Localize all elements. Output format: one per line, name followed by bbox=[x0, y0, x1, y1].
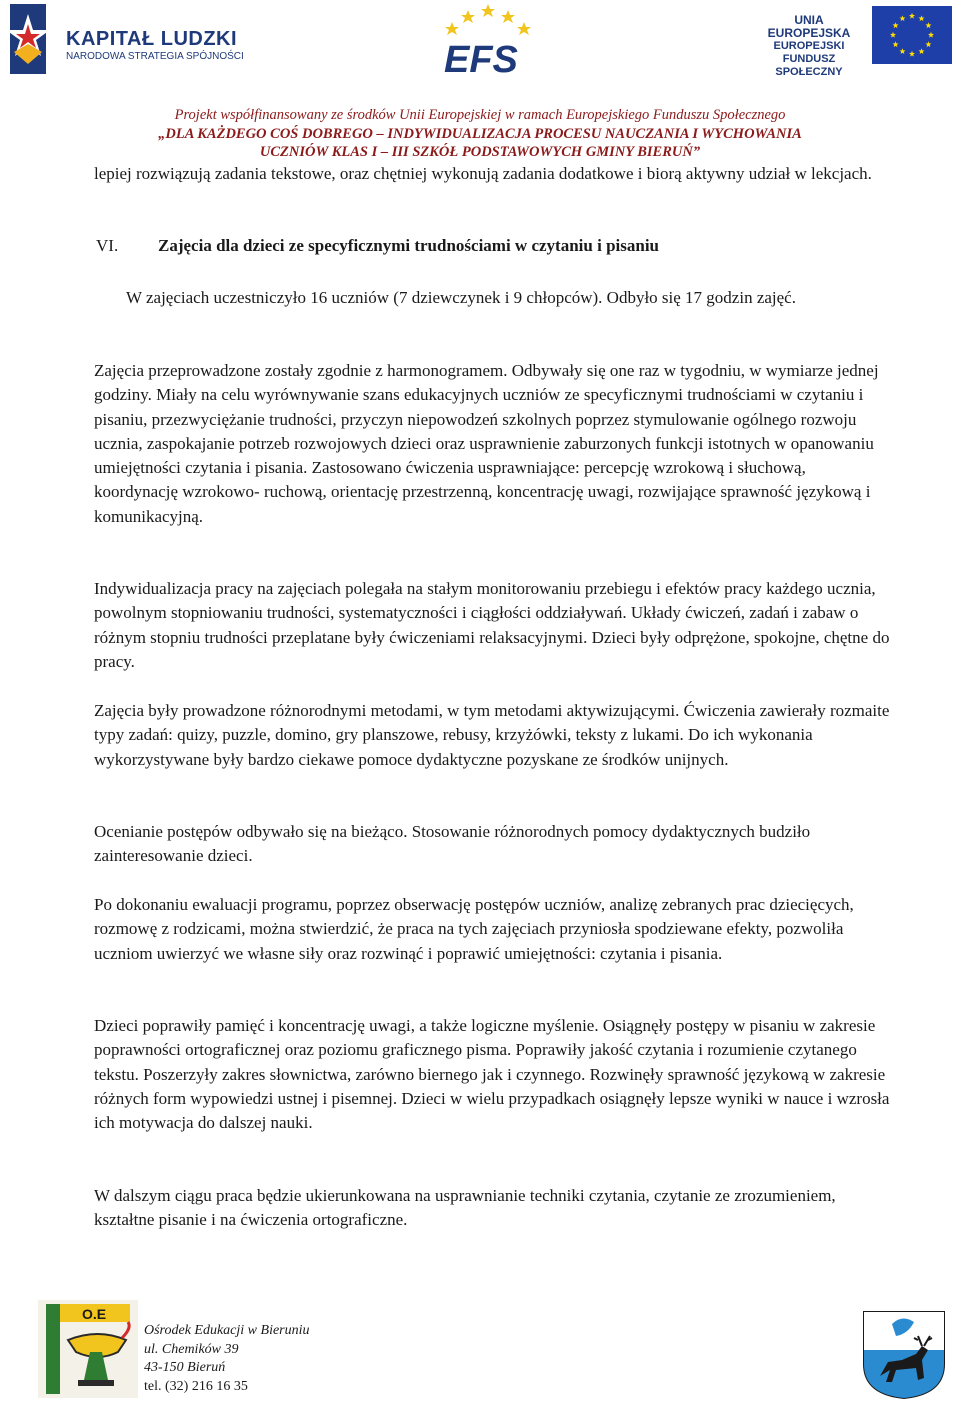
kapital-ludzki-title: KAPITAŁ LUDZKI bbox=[66, 28, 238, 50]
footer-street: ul. Chemików 39 bbox=[144, 1341, 239, 1357]
eu-flag-icon bbox=[872, 6, 952, 64]
paragraph-schedule-goals: Zajęcia przeprowadzone zostały zgodnie z harmonogramem. Odbywały się one raz w tygodniu, w wymiarze jednej godziny. Miały na celu wyrównywanie szans edukacyjnych uczniów ze specyficznymi trudnościami w czytaniu i pisaniu, przezwyciężanie trudności, przyczyn niepowodzeń szkolnych poprzez stymulowanie ogólnego rozwoju ucznia, zaspokajanie potrzeb rozwojowych dzieci oraz usprawnienie zaburzonych funkcji istotnych w opanowaniu umiejętności czytania i pisania. Zastosowano ćwiczenia usprawniające: percepcję wzrokową i słuchową, koordynację wzrokowo- ruchową, orientację przestrzenną, koncentrację uwagi, rozwijające sprawność językową i komunikacyjną. bbox=[94, 361, 879, 526]
paragraph-participants: W zajęciach uczestniczyło 16 uczniów (7 dziewczynek i 9 chłopców). Odbyło się 17 godzin zajęć. bbox=[126, 288, 796, 307]
paragraph-individualization: Indywidualizacja pracy na zajęciach polegała na stałym monitorowaniu przebiegu i efektów pracy każdego ucznia, powolnym stopniowaniu trudności, systematyczności i ciągłości oddziaływań. Układy ćwiczeń, zadań i zabaw o różnym stopniu trudności przeplatane były ćwiczeniami relaksacyjnymi. Dzieci były odprężone, spokojne, chętne do pracy. bbox=[94, 579, 890, 671]
eu-logo bbox=[754, 6, 954, 78]
oe-logo-label: O.E bbox=[81, 1306, 107, 1322]
project-header-line-1: Projekt współfinansowany ze środków Unii Europejskiej w ramach Europejskiego Funduszu Społecznego bbox=[174, 107, 786, 123]
project-header-line-2: „DLA KAŻDEGO COŚ DOBREGO – INDYWIDUALIZACJA PROCESU NAUCZANIA I WYCHOWANIA bbox=[158, 126, 802, 142]
efs-stars-icon bbox=[445, 4, 531, 35]
lamp-of-knowledge-icon bbox=[38, 1300, 138, 1398]
paragraph-next-steps: W dalszym ciągu praca będzie ukierunkowana na usprawnianie techniki czytania, czytanie ze zrozumieniem, kształtne pisanie i na ćwiczenia ortograficzne. bbox=[94, 1186, 836, 1230]
footer-institution-name: Ośrodek Edukacji w Bieruniu bbox=[144, 1323, 310, 1338]
footer-postal-code: 43-150 Bieruń bbox=[144, 1360, 226, 1376]
project-header-line-3: UCZNIÓW KLAS I – III SZKÓŁ PODSTAWOWYCH GMINY BIERUŃ” bbox=[259, 144, 701, 160]
paragraph-assessment: Ocenianie postępów odbywało się na bieżąco. Stosowanie różnorodnych pomocy dydaktycznych budziło zainteresowanie dzieci. bbox=[94, 822, 811, 866]
bierun-coat-of-arms bbox=[862, 1310, 946, 1400]
paragraph-methods: Zajęcia były prowadzone różnorodnymi metodami, w tym metodami aktywizującymi. Ćwiczenia zawierały rozmaite typy zadań: quizy, puzzle, domino, gry planszowe, rebusy, krzyżówki, teksty z lukami. Do ich wykonania wykorzystywane były bardzo ciekawe pomoce dydaktyczne pozyskane ze środków unijnych. bbox=[94, 701, 890, 769]
eu-title: UNIA EUROPEJSKA bbox=[767, 13, 851, 40]
eu-subtitle-2: FUNDUSZ SPOŁECZNY bbox=[775, 53, 843, 78]
section-heading bbox=[96, 236, 659, 256]
paragraph-evaluation: Po dokonaniu ewaluacji programu, poprzez obserwację postępów uczniów, analizę zebranych prac dziecięcych, rozmowę z rodzicami, można stwierdzić, że praca na tych zajęciach przyniosła spodziewane efekty, pozwoliła uczniom uwierzyć we własne siły oraz rozwinąć i poprawić umiejętności: czytania i pisania. bbox=[94, 895, 854, 963]
kapital-ludzki-star-icon bbox=[6, 4, 62, 74]
footer-address bbox=[144, 1322, 310, 1396]
osrodek-edukacji-logo bbox=[38, 1300, 138, 1398]
section-title: Zajęcia dla dzieci ze specyficznymi trudnościami w czytaniu i pisaniu bbox=[158, 236, 659, 255]
efs-text: EFS bbox=[444, 39, 518, 76]
paragraph-intro-continuation: lepiej rozwiązują zadania tekstowe, oraz chętniej wykonują zadania dodatkowe i biorą aktywny udział w lekcjach. bbox=[94, 164, 872, 183]
eu-subtitle-1: EUROPEJSKI bbox=[773, 40, 845, 52]
kapital-ludzki-logo bbox=[6, 4, 244, 74]
footer-phone: tel. (32) 216 16 35 bbox=[144, 1378, 248, 1394]
kapital-ludzki-subtitle: NARODOWA STRATEGIA SPÓJNOŚCI bbox=[66, 51, 244, 62]
paragraph-results: Dzieci poprawiły pamięć i koncentrację uwagi, a także logiczne myślenie. Osiągnęły postępy w pisaniu w zakresie poprawności ortograficznej oraz poziomu graficznego pisma. Poprawiły jakość czytania i rozumienie czytanego tekstu. Poszerzyły zakres słownictwa, zarówno biernego jak i czynnego. Rozwinęły sprawność językową w zakresie różnych form wypowiedzi ustnej i pisemnej. Dzieci w wielu przypadkach osiągnęły lepsze wyniki w nauce i wzrosła ich motywacja do dalszej nauki. bbox=[94, 1016, 890, 1133]
section-number: VI. bbox=[96, 236, 119, 255]
efs-logo bbox=[432, 4, 552, 76]
coat-of-arms-deer-icon bbox=[862, 1310, 946, 1400]
